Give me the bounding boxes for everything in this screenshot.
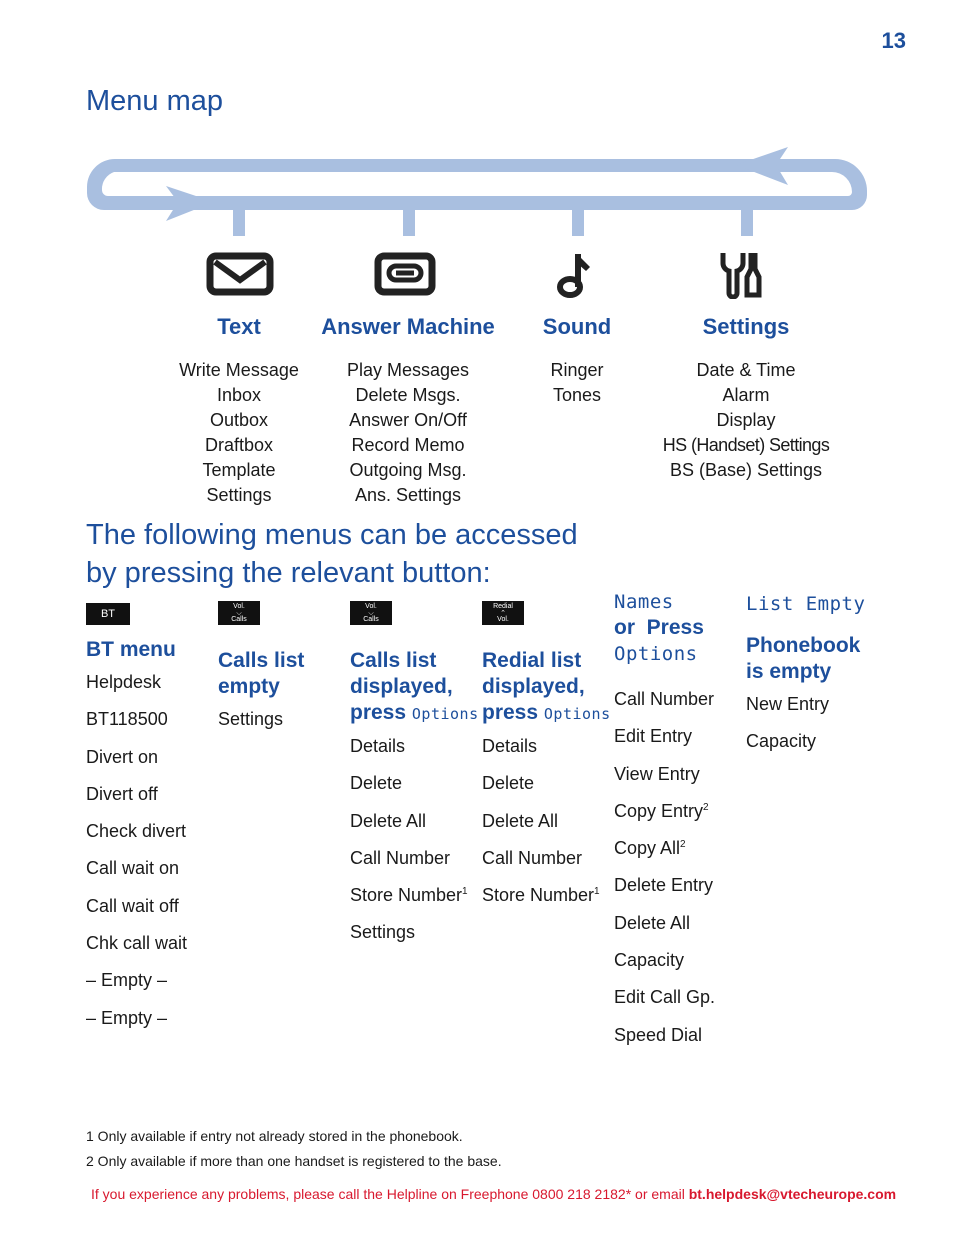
section-heading-line: The following menus can be accessed (86, 519, 578, 551)
menu-column-settings (646, 310, 846, 483)
page-title: Menu map (86, 85, 224, 117)
list-item: Store Number$^1$ (350, 885, 468, 906)
menu-item: Display (716, 410, 776, 430)
list-item: Edit Call Gp. (614, 987, 716, 1008)
list-item: Call wait on (86, 858, 180, 879)
helpline-email[interactable]: bt.helpdesk@vtecheurope.com (688, 1186, 897, 1202)
calls-displayed-title: Calls list (350, 649, 437, 672)
list-item: Call Number (350, 847, 451, 868)
list-item: Details (350, 736, 406, 756)
menu-item: Outbox (209, 410, 269, 430)
bt-menu-title: BT menu (86, 638, 176, 661)
redial-displayed-column (482, 601, 610, 914)
list-item: Check divert (86, 821, 187, 842)
list-item: Divert on (86, 746, 159, 767)
tools-icon (717, 249, 765, 304)
chevron-down-icon: ⌵ (236, 609, 242, 617)
list-item: Delete All (482, 810, 559, 831)
menu-item: Ringer (550, 360, 604, 380)
helpline-notice (91, 1186, 896, 1202)
helpline-text: If you experience any problems, please call the Helpline on Freephone 0800 218 2182* or email (91, 1186, 689, 1202)
footnote: 2 Only available if more than one handset is registered to the base. (86, 1153, 502, 1169)
menu-item: Tones (552, 385, 602, 405)
list-item: Chk call wait (86, 933, 188, 954)
press-label: press (350, 701, 407, 724)
footnote-ref: 1 (594, 886, 600, 898)
menu-item: Inbox (216, 385, 262, 405)
footnote-ref: 1 (462, 886, 468, 898)
list-item: Edit Entry (614, 726, 693, 747)
menu-item: Alarm (722, 385, 770, 405)
phonebook-title: is empty (746, 660, 832, 683)
list-item: New Entry (746, 694, 830, 714)
footnote-ref: 2 (680, 839, 686, 851)
list-item: Delete (350, 773, 403, 794)
list-item: Delete (482, 773, 535, 794)
list-item: Copy All$^2$ (614, 838, 686, 859)
calls-empty-title: empty (218, 675, 280, 698)
list-item: Copy Entry$^2$ (614, 800, 709, 821)
page-number: 13 (881, 28, 906, 53)
list-item: Call Number (482, 847, 583, 868)
press-label: press (482, 701, 539, 724)
list-item: Call wait off (86, 895, 179, 916)
names-column (614, 589, 742, 1054)
list-empty-lcd-label: List Empty (746, 593, 866, 615)
list-item: Delete All (614, 912, 691, 933)
list-item: Helpdesk (86, 672, 162, 692)
menu-column-title: Answer Machine (321, 314, 495, 339)
music-note-icon (556, 249, 598, 304)
footnote: 1 Only available if entry not already stored in the phonebook. (86, 1128, 463, 1144)
redial-key-bottom: Vol. (497, 615, 509, 623)
calls-displayed-column (350, 601, 478, 952)
footnote-ref: 2 (703, 801, 709, 813)
menu-item: HS (Handset) Settings (662, 435, 830, 455)
phonebook-title: Phonebook (746, 634, 861, 657)
calls-key-bottom: Calls (231, 615, 247, 623)
list-item: Call Number (614, 689, 715, 709)
list-item: Settings (350, 922, 416, 943)
or-press-label: or Press (614, 616, 704, 639)
calls-key-bottom: Calls (363, 615, 379, 623)
menu-column-title: Text (217, 314, 261, 339)
section-heading (86, 516, 606, 592)
list-item: Divert off (86, 783, 158, 804)
menu-item: BS (Base) Settings (669, 460, 823, 480)
bt-button-icon: BT (86, 603, 130, 625)
menu-item: Answer On/Off (349, 410, 467, 430)
redial-displayed-title: Redial list (482, 649, 582, 672)
options-lcd-label: Options (543, 705, 611, 723)
menu-column-title: Sound (542, 314, 612, 339)
section-heading-line: by pressing the relevant button: (86, 557, 491, 589)
menu-item: Date & Time (696, 360, 796, 380)
redial-displayed-title: displayed, (482, 675, 585, 698)
calls-displayed-title: displayed, (350, 675, 453, 698)
list-item: Settings (218, 709, 284, 729)
menu-loop-arrow (0, 0, 954, 300)
menu-item: Template (202, 460, 276, 480)
list-item: Speed Dial (614, 1024, 703, 1045)
menu-item: Record Memo (351, 435, 465, 455)
list-item: – Empty – (86, 970, 168, 991)
menu-item: Ans. Settings (354, 485, 462, 505)
names-lcd-label: Names (614, 591, 674, 613)
calls-empty-column (218, 601, 346, 738)
menu-item: Draftbox (204, 435, 274, 455)
menu-column-title: Settings (702, 314, 790, 339)
menu-item: Write Message (179, 360, 299, 380)
redial-button-icon (482, 601, 524, 625)
list-item: – Empty – (86, 1007, 168, 1028)
list-item: Capacity (746, 731, 817, 752)
list-item: BT118500 (86, 709, 168, 730)
calls-button-icon (350, 601, 392, 625)
options-lcd-label: Options (411, 705, 479, 723)
list-item: View Entry (614, 763, 700, 784)
phonebook-column (746, 591, 874, 761)
list-item: Delete All (350, 810, 427, 831)
tape-icon (374, 251, 436, 302)
bt-menu-column (86, 603, 214, 1037)
menu-item: Outgoing Msg. (349, 460, 467, 480)
calls-button-icon (218, 601, 260, 625)
calls-empty-title: Calls list (218, 649, 305, 672)
list-item: Store Number$^1$ (482, 885, 600, 906)
chevron-down-icon: ⌵ (368, 609, 374, 617)
calls-key-top: Vol. (365, 602, 377, 610)
list-item: Details (482, 736, 538, 756)
envelope-icon (206, 251, 274, 302)
list-item: Delete Entry (614, 875, 714, 896)
chevron-up-icon: ⌃ (500, 609, 506, 617)
calls-key-top: Vol. (233, 602, 245, 610)
menu-item: Settings (206, 485, 272, 505)
redial-key-top: Redial (493, 602, 513, 610)
menu-item: Delete Msgs. (355, 385, 461, 405)
footnotes (86, 1124, 502, 1174)
menu-item: Play Messages (346, 360, 470, 380)
list-item: Capacity (614, 950, 685, 971)
options-lcd-label: Options (614, 643, 698, 665)
